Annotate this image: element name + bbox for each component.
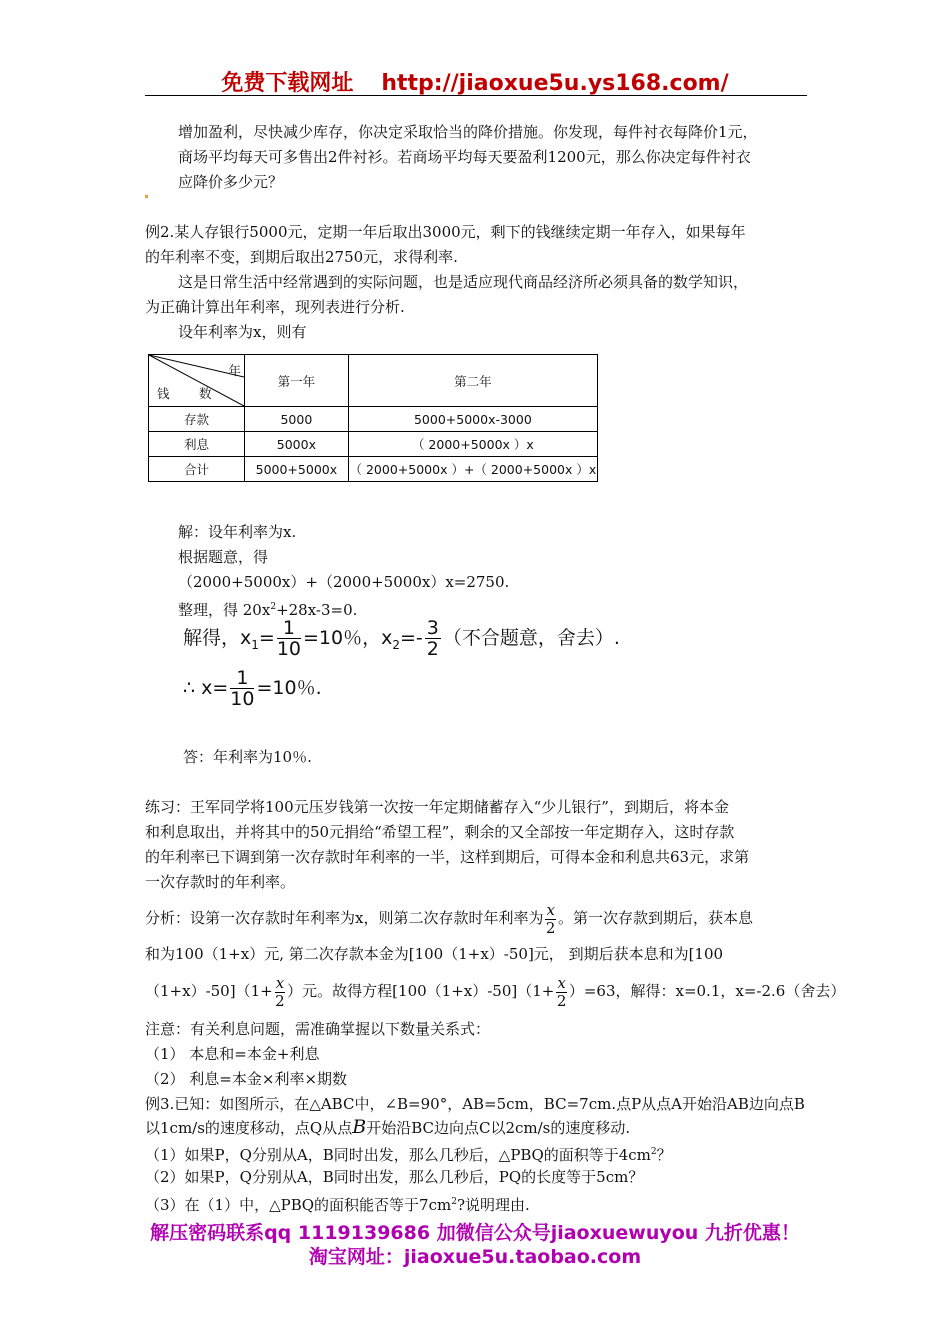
practice-line-2: 和利息取出，并将其中的50元捐给“希望工程”，剩余的又全部按一年定期存入，这时存款	[145, 823, 735, 841]
table-cell: 5000x	[245, 432, 349, 457]
example3-line-2: 以1cm/s的速度移动，点Q从点B开始沿BC边向点C以2cm/s的速度移动.	[145, 1116, 631, 1138]
interest-table	[148, 354, 598, 482]
practice-line-4: 一次存款时的年利率。	[145, 873, 296, 891]
table-row	[149, 457, 598, 482]
example3-line-5: （3）在（1）中，△PBQ的面积能否等于$7cm^2$?说明理由.	[145, 1196, 530, 1214]
example2-line-3: 这是日常生活中经常遇到的实际问题，也是适应现代商品经济所必须具备的数学知识，	[178, 273, 749, 291]
solution-line-1: 解：设年利率为x.	[178, 523, 297, 541]
solution-equation-2: ∴ x= $\frac{1}{10}$ =10％.	[183, 667, 322, 710]
footer-taobao-link[interactable]: 淘宝网址：jiaoxue5u.taobao.com	[308, 1246, 642, 1268]
header-label: 免费下载网址	[221, 71, 354, 96]
notes-line-3: （2） 利息=本金×利率×期数	[145, 1070, 348, 1088]
intro-line-3: 应降价多少元？	[178, 173, 284, 191]
intro-line-2: 商场平均每天可多售出2件衬衫。若商场平均每天要盈利1200元，那么你决定每件衬衣	[178, 148, 751, 166]
notes-line-1: 注意：有关利息问题，需准确掌握以下数量关系式：	[145, 1020, 491, 1038]
corner-label-money: 钱	[157, 386, 170, 401]
table-cell: 5000+5000x	[245, 457, 349, 482]
analysis-line-1: 分析：设第一次存款时年利率为x，则第二次存款时年利率为 $\frac{x}{2}$ 。第一次存款到期后，获本息	[145, 900, 753, 937]
table-header-year2: 第二年	[348, 355, 597, 407]
table-corner-cell	[149, 355, 245, 407]
example3-line-1: 例3.已知：如图所示，在△ABC中，∠B=90°，AB=5cm，BC=7cm.点P从点A开始沿AB边向点B	[145, 1095, 805, 1113]
solution-line-2: 根据题意，得	[178, 548, 269, 566]
practice-line-1: 练习：王军同学将100元压岁钱第一次按一年定期储蓄存入“少儿银行”，到期后，将本金	[145, 798, 729, 816]
table-header-row	[149, 355, 598, 407]
table-cell: 存款	[149, 407, 245, 432]
example3-line-3: （1）如果P，Q分别从A，B同时出发，那么几秒后，△PBQ的面积等于$4cm^2$？	[145, 1146, 672, 1164]
table-cell: 合计	[149, 457, 245, 482]
practice-line-3: 的年利率已下调到第一次存款时年利率的一半，这样到期后，可得本金和利息共63元，求第	[145, 848, 750, 866]
table-row	[149, 407, 598, 432]
corner-label-year: 年	[228, 363, 241, 378]
table-header-year1: 第一年	[245, 355, 349, 407]
example2-line-4: 为正确计算出年利率，现列表进行分析.	[145, 298, 405, 316]
header-url-link[interactable]: http://jiaoxue5u.ys168.com/	[381, 71, 729, 96]
table-cell: 利息	[149, 432, 245, 457]
example2-line-1: 例2.某人存银行5000元，定期一年后取出3000元，剩下的钱继续定期一年存入，如果每年	[145, 223, 746, 241]
solution-line-3: （2000+5000x）+（2000+5000x）x=2750.	[178, 573, 510, 591]
example2-line-5: 设年利率为x，则有	[178, 323, 307, 341]
table-cell: （ 2000+5000x ）x	[348, 432, 597, 457]
solution-line-4: 整理，得 $20x^2+28x-3=0$.	[178, 601, 358, 619]
table-cell: 5000+5000x-3000	[348, 407, 597, 432]
footer-contact: 解压密码联系qq 1119139686 加微信公众号jiaoxuewuyou 九折优惠！	[150, 1222, 800, 1244]
solution-answer: 答：年利率为10％.	[183, 748, 312, 766]
example3-line-4: （2）如果P，Q分别从A，B同时出发，那么几秒后，PQ的长度等于5cm？	[145, 1168, 644, 1186]
corner-label-number: 数	[199, 386, 212, 401]
header-rule	[145, 95, 807, 96]
analysis-line-3: （1+x）-50]（1+ $\frac{x}{2}$ ）元。故得方程[100（1+x）-50]（1+ $\frac{x}{2}$ ）=63，解得：x=0.1，x=-2.6（舍去）	[145, 973, 846, 1010]
table-row	[149, 432, 598, 457]
notes-line-2: （1） 本息和=本金+利息	[145, 1045, 320, 1063]
intro-line-1: 增加盈利，尽快减少库存，你决定采取恰当的降价措施。你发现，每件衬衣每降价1元，	[178, 123, 758, 141]
solution-equation-1: 解得，$x_1=$ $\frac{1}{10}$ =10％，$x_2=-$ $\frac{3}{2}$ （不合题意，舍去）.	[183, 617, 620, 660]
margin-mark	[145, 195, 148, 198]
example2-line-2: 的年利率不变，到期后取出2750元，求得利率.	[145, 248, 458, 266]
header-banner	[0, 66, 950, 97]
table-cell: 5000	[245, 407, 349, 432]
table-cell: （ 2000+5000x ）+（ 2000+5000x ）x	[348, 457, 597, 482]
analysis-line-2: 和为100（1+x）元, 第二次存款本金为[100（1+x）-50]元， 到期后获本息和为[100	[145, 945, 724, 963]
